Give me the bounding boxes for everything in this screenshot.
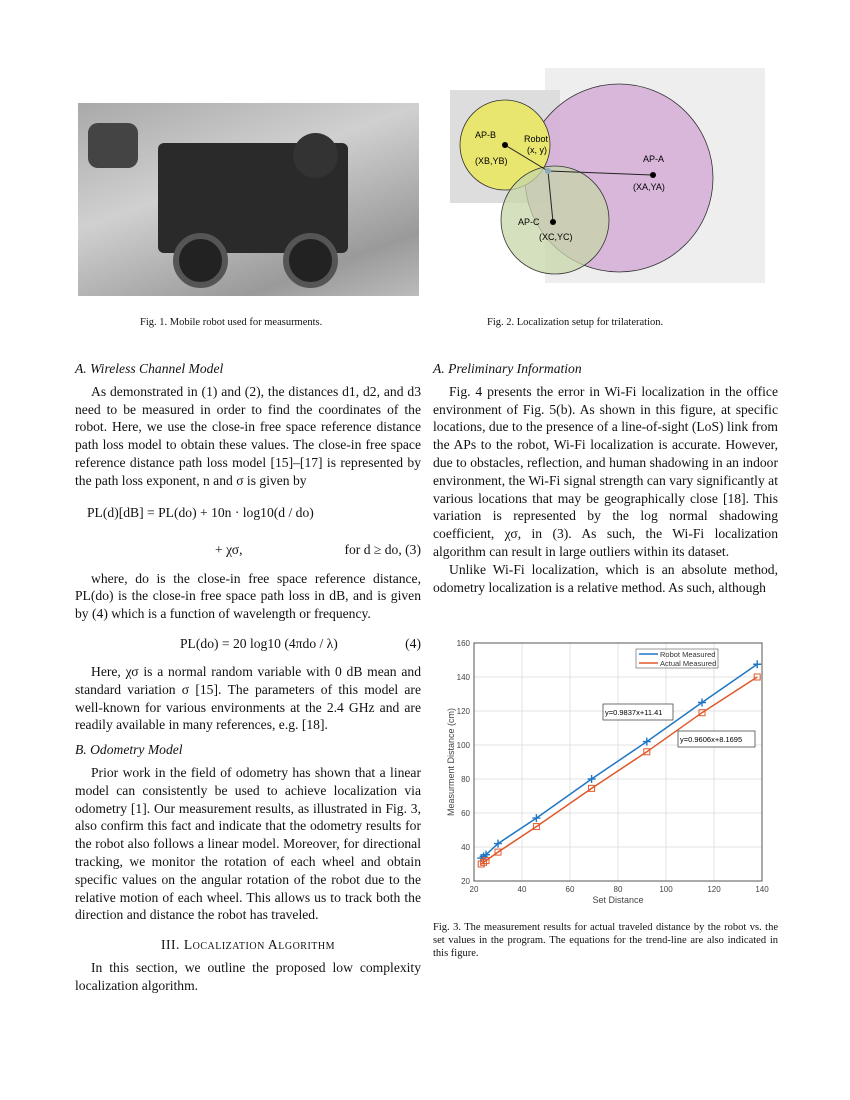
y-tick-label: 40 [461, 843, 470, 852]
y-tick-label: 160 [456, 639, 470, 648]
x-tick-label: 60 [565, 885, 575, 894]
paragraph: In this section, we outline the proposed low complexity localization algorithm. [75, 959, 421, 993]
y-tick-label: 80 [461, 775, 470, 784]
paragraph: As demonstrated in (1) and (2), the distances d1, d2, and d3 need to be measured in order to find the coordinates of the robot. Here, we use the close-in free space reference distance path loss model to obtain these values. The close-in free space reference distance path loss model [15]–[17] is represented by the path loss exponent, n and σ is given by [75, 383, 421, 488]
left-column [75, 360, 421, 995]
fig1-caption: Fig. 1. Mobile robot used for measurments. [140, 317, 323, 328]
svg-text:(x, y): (x, y) [527, 145, 547, 155]
trendline-robot: y=0.9837x+11.41 [605, 708, 663, 717]
section-a-title: A. Wireless Channel Model [75, 361, 224, 376]
legend-label: Actual Measured [660, 659, 717, 668]
equation-4: PL(do) = 20 log10 (4πdo / λ) (4) [180, 635, 421, 651]
x-tick-label: 120 [707, 885, 721, 894]
ap-a-label: AP-A [643, 154, 665, 164]
paragraph: Unlike Wi-Fi localization, which is an absolute method, odometry localization is a relative method. As such, although [433, 561, 778, 595]
right-column [433, 360, 778, 596]
x-tick-label: 100 [659, 885, 673, 894]
y-tick-label: 140 [456, 673, 470, 682]
paragraph: Prior work in the field of odometry has shown that a linear model can consistently be used to achieve localization via odometry [1]. Our measurement results, as illustrated in Fig. 3, also confirm this fact and indicate that the odometry results for the robot also follows a linear model. Moreover, for directional tracking, we monitor the rotation of each wheel and obtain specific values on the angular rotation of the robot due to the relative motion of each wheel. This allows us to track both the direction and distance the robot has traveled. [75, 764, 421, 923]
trendline-actual: y=0.9606x+8.1695 [680, 735, 743, 744]
fig3-caption: Fig. 3. The measurement results for actual traveled distance by the robot vs. the set values in the program. The equations for the trend-line are also indicated in this figure. [433, 922, 778, 959]
y-tick-label: 20 [461, 877, 470, 886]
robot-photo [78, 103, 419, 296]
y-tick-label: 60 [461, 809, 470, 818]
x-tick-label: 20 [469, 885, 479, 894]
x-tick-label: 40 [517, 885, 527, 894]
section-3-title: III. Localization Algorithm [160, 937, 336, 953]
paragraph: Fig. 4 presents the error in Wi-Fi localization in the office environment of Fig. 5(b). As shown in this figure, at specific locations, due to the presence of a line-of-sight (LoS) link from the APs to the robot, Wi-Fi localization is accurate. However, due to obstacles, reflection, and human shadowing in an indoor environment, the Wi-Fi signal strength can vary significantly at various locations that may be geographically close [18]. This variation is represented by the log normal shadowing coefficient, χσ, in (3). As such, the Wi-Fi localization algorithm can result in large outliers within its dataset. [433, 383, 778, 559]
paragraph: Here, χσ is a normal random variable with 0 dB mean and standard variation σ [15]. The parameters of this model are well-known for various environments at the 2.4 GHz and are readily available in many references, e.g. [18]. [75, 663, 421, 733]
ap-c-label: AP-C [518, 217, 540, 227]
svg-text:(XC,YC): (XC,YC) [539, 232, 573, 242]
trilateration-diagram [445, 60, 775, 290]
y-tick-label: 100 [456, 741, 470, 750]
svg-text:(XB,YB): (XB,YB) [475, 156, 508, 166]
section-a-title: A. Preliminary Information [433, 361, 582, 376]
svg-text:(XA,YA): (XA,YA) [633, 182, 665, 192]
section-b-title: B. Odometry Model [75, 742, 183, 758]
paragraph: where, do is the close-in free space reference distance, PL(do) is the close-in free space path loss in dB, and is given by (4) which is a function of wavelength or frequency. [75, 570, 421, 622]
x-tick-label: 80 [613, 885, 623, 894]
robot-label: Robot [524, 134, 549, 144]
equation-3: PL(d)[dB] = PL(do) + 10n · log10(d / do) + χσ, for d ≥ do, (3) [87, 504, 421, 557]
x-axis-label: Set Distance [592, 895, 644, 905]
ap-b-label: AP-B [475, 130, 497, 140]
y-axis-label: Measurment Distance (cm) [446, 707, 456, 817]
y-tick-label: 120 [456, 707, 470, 716]
odometry-chart [440, 630, 780, 910]
legend-label: Robot Measured [660, 650, 716, 659]
fig2-caption: Fig. 2. Localization setup for trilateration. [487, 317, 664, 328]
x-tick-label: 140 [755, 885, 769, 894]
